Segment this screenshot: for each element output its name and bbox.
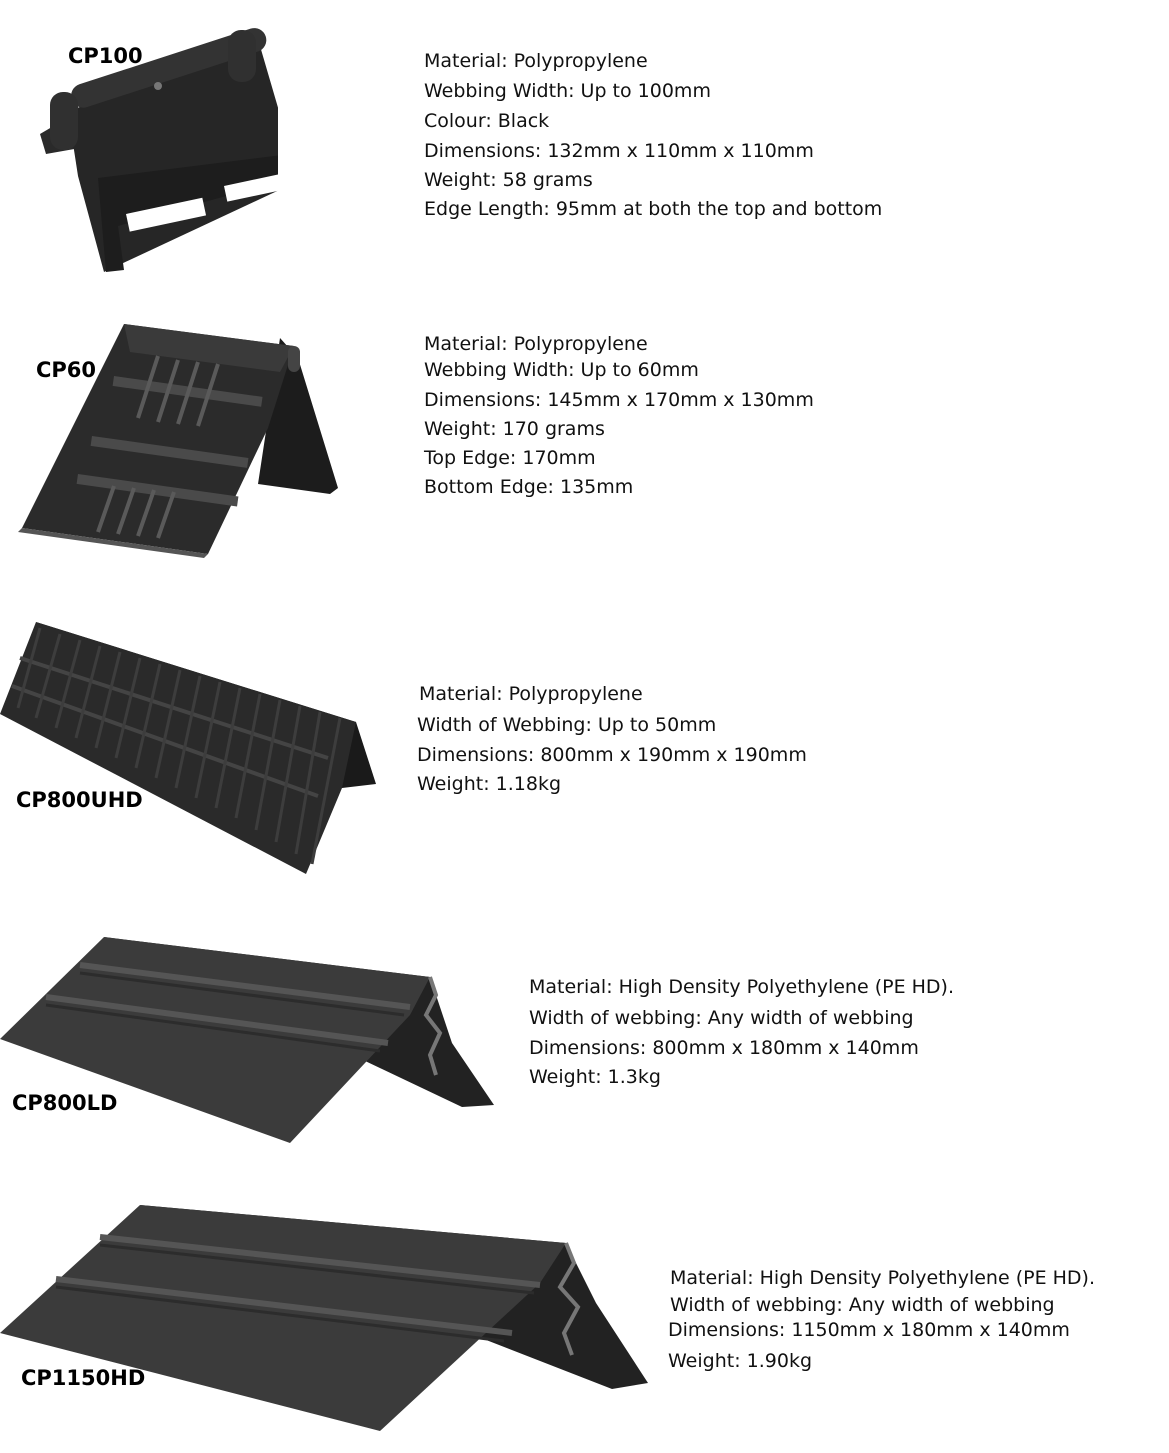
spec-dimensions: Dimensions: 800mm x 180mm x 140mm bbox=[529, 1037, 919, 1059]
spec-webbing-width: Webbing Width: Up to 100mm bbox=[424, 80, 711, 102]
spec-weight: Weight: 58 grams bbox=[424, 169, 593, 191]
spec-edge-length: Edge Length: 95mm at both the top and bottom bbox=[424, 198, 883, 220]
product-code: CP100 bbox=[68, 44, 143, 68]
product-code: CP800LD bbox=[12, 1091, 118, 1115]
product-cp800uhd bbox=[0, 610, 1169, 880]
cp60-corner-protector-image bbox=[18, 318, 340, 558]
spec-weight: Weight: 1.90kg bbox=[668, 1350, 813, 1372]
cp800uhd-corner-protector-image bbox=[0, 618, 380, 874]
spec-weight: Weight: 1.3kg bbox=[529, 1066, 661, 1088]
spec-material: Material: Polypropylene bbox=[424, 50, 648, 72]
spec-material: Material: High Density Polyethylene (PE HD). bbox=[529, 976, 954, 998]
spec-dimensions: Dimensions: 800mm x 190mm x 190mm bbox=[417, 744, 807, 766]
spec-material: Material: Polypropylene bbox=[419, 683, 643, 705]
product-code: CP1150HD bbox=[21, 1366, 146, 1390]
spec-webbing-width: Width of Webbing: Up to 50mm bbox=[417, 714, 717, 736]
product-cp800ld bbox=[0, 925, 1169, 1160]
spec-webbing-width: Webbing Width: Up to 60mm bbox=[424, 359, 699, 381]
spec-material: Material: Polypropylene bbox=[424, 333, 648, 355]
spec-bottom-edge: Bottom Edge: 135mm bbox=[424, 476, 634, 498]
spec-dimensions: Dimensions: 145mm x 170mm x 130mm bbox=[424, 389, 814, 411]
spec-material: Material: High Density Polyethylene (PE HD). bbox=[670, 1267, 1095, 1289]
spec-top-edge: Top Edge: 170mm bbox=[424, 447, 596, 469]
spec-webbing-width: Width of webbing: Any width of webbing bbox=[670, 1294, 1055, 1316]
cp100-corner-protector-image bbox=[28, 26, 278, 276]
product-cp60 bbox=[0, 300, 1169, 570]
product-code: CP800UHD bbox=[16, 788, 143, 812]
product-code: CP60 bbox=[36, 358, 97, 382]
spec-webbing-width: Width of webbing: Any width of webbing bbox=[529, 1007, 914, 1029]
spec-dimensions: Dimensions: 1150mm x 180mm x 140mm bbox=[668, 1319, 1070, 1341]
spec-weight: Weight: 170 grams bbox=[424, 418, 605, 440]
product-cp1150hd bbox=[0, 1195, 1169, 1453]
spec-weight: Weight: 1.18kg bbox=[417, 773, 562, 795]
spec-colour: Colour: Black bbox=[424, 110, 550, 132]
spec-dimensions: Dimensions: 132mm x 110mm x 110mm bbox=[424, 140, 814, 162]
cp1150hd-corner-protector-image bbox=[0, 1203, 650, 1435]
product-cp100 bbox=[0, 0, 1169, 290]
